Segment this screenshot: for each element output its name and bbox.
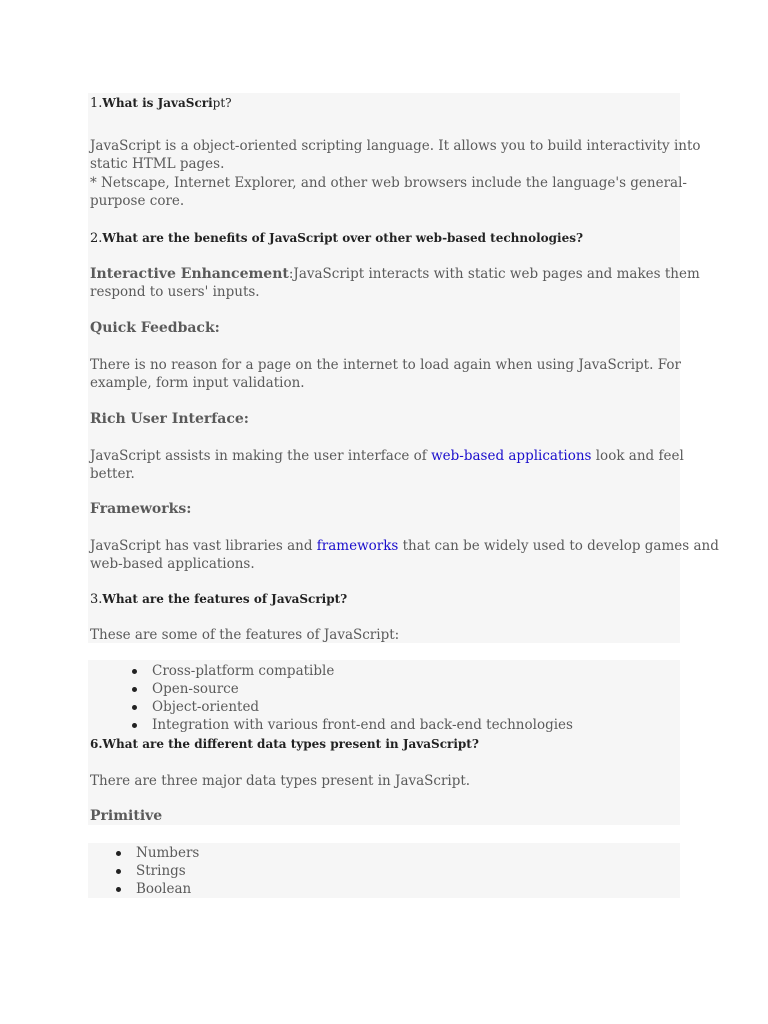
list-item: [136, 862, 199, 880]
interactive-enhancement-line-2: respond to users' inputs.: [90, 284, 260, 300]
question-number: 1.: [90, 96, 103, 111]
question-1-heading: [90, 95, 232, 112]
list-item: [152, 662, 573, 680]
list-item-text: Cross-platform compatible: [152, 663, 335, 679]
list-item: [136, 880, 199, 898]
question-text-tail: pt?: [212, 96, 232, 110]
question-number: 6.: [90, 737, 103, 751]
rich-ui-heading: Rich User Interface:: [90, 411, 249, 427]
question-3-heading: [90, 591, 347, 608]
bullet-icon: [116, 887, 121, 892]
question-6-heading: [90, 736, 479, 752]
answer-1-line-3: * Netscape, Internet Explorer, and other web browsers include the language's general-: [90, 175, 687, 191]
bullet-icon: [132, 669, 137, 674]
interactive-enhancement-paragraph: [90, 265, 700, 283]
list-item-text: Object-oriented: [152, 699, 260, 715]
question-text: What is JavaScri: [102, 96, 213, 110]
rich-ui-line-2: better.: [90, 466, 135, 482]
data-types-intro: There are three major data types present in JavaScript.: [90, 773, 471, 789]
list-item-text: Open-source: [152, 681, 239, 697]
quick-feedback-heading: Quick Feedback:: [90, 320, 220, 336]
quick-feedback-line-2: example, form input validation.: [90, 375, 305, 391]
answer-1-line-1: JavaScript is a object-oriented scripting language. It allows you to build interactivity into: [90, 138, 701, 154]
list-item: [152, 698, 573, 716]
interactive-enhancement-text: :JavaScript interacts with static web pages and makes them: [288, 266, 700, 282]
bullet-icon: [116, 851, 121, 856]
features-intro: These are some of the features of JavaScript:: [90, 627, 400, 643]
frameworks-text-after: that can be widely used to develop games and: [398, 538, 719, 554]
list-item: [152, 716, 573, 734]
question-text: What are the benefits of JavaScript over other web-based technologies?: [102, 231, 584, 245]
answer-1-line-4: purpose core.: [90, 193, 185, 209]
rich-ui-text-before: JavaScript assists in making the user interface of: [90, 448, 432, 464]
primitive-list: [136, 844, 199, 898]
rich-ui-text-after: look and feel: [591, 448, 684, 464]
list-item-text: Boolean: [136, 881, 192, 897]
answer-1-line-2: static HTML pages.: [90, 156, 225, 172]
quick-feedback-line-1: There is no reason for a page on the internet to load again when using JavaScript. For: [90, 357, 681, 373]
frameworks-line-1: [90, 537, 719, 555]
bullet-icon: [132, 687, 137, 692]
features-list: [152, 662, 573, 734]
list-item: [136, 844, 199, 862]
bullet-icon: [132, 705, 137, 710]
list-item: [152, 680, 573, 698]
frameworks-link[interactable]: frameworks: [316, 538, 399, 554]
question-number: 2.: [90, 231, 103, 246]
list-item-text: Numbers: [136, 845, 200, 861]
bullet-icon: [132, 723, 137, 728]
list-item-text: Integration with various front-end and back-end technologies: [152, 717, 573, 733]
frameworks-line-2: web-based applications.: [90, 556, 255, 572]
rich-ui-line-1: [90, 447, 684, 465]
list-item-text: Strings: [136, 863, 186, 879]
bullet-icon: [116, 869, 121, 874]
frameworks-heading: Frameworks:: [90, 501, 192, 517]
interactive-enhancement-heading: Interactive Enhancement: [90, 266, 289, 282]
frameworks-text-before: JavaScript has vast libraries and: [90, 538, 317, 554]
question-text: What are the different data types present in JavaScript?: [102, 737, 479, 751]
question-2-heading: [90, 230, 583, 247]
primitive-heading: Primitive: [90, 808, 163, 824]
question-text: What are the features of JavaScript?: [102, 592, 348, 606]
question-number: 3.: [90, 592, 103, 607]
web-based-applications-link[interactable]: web-based applications: [431, 448, 592, 464]
